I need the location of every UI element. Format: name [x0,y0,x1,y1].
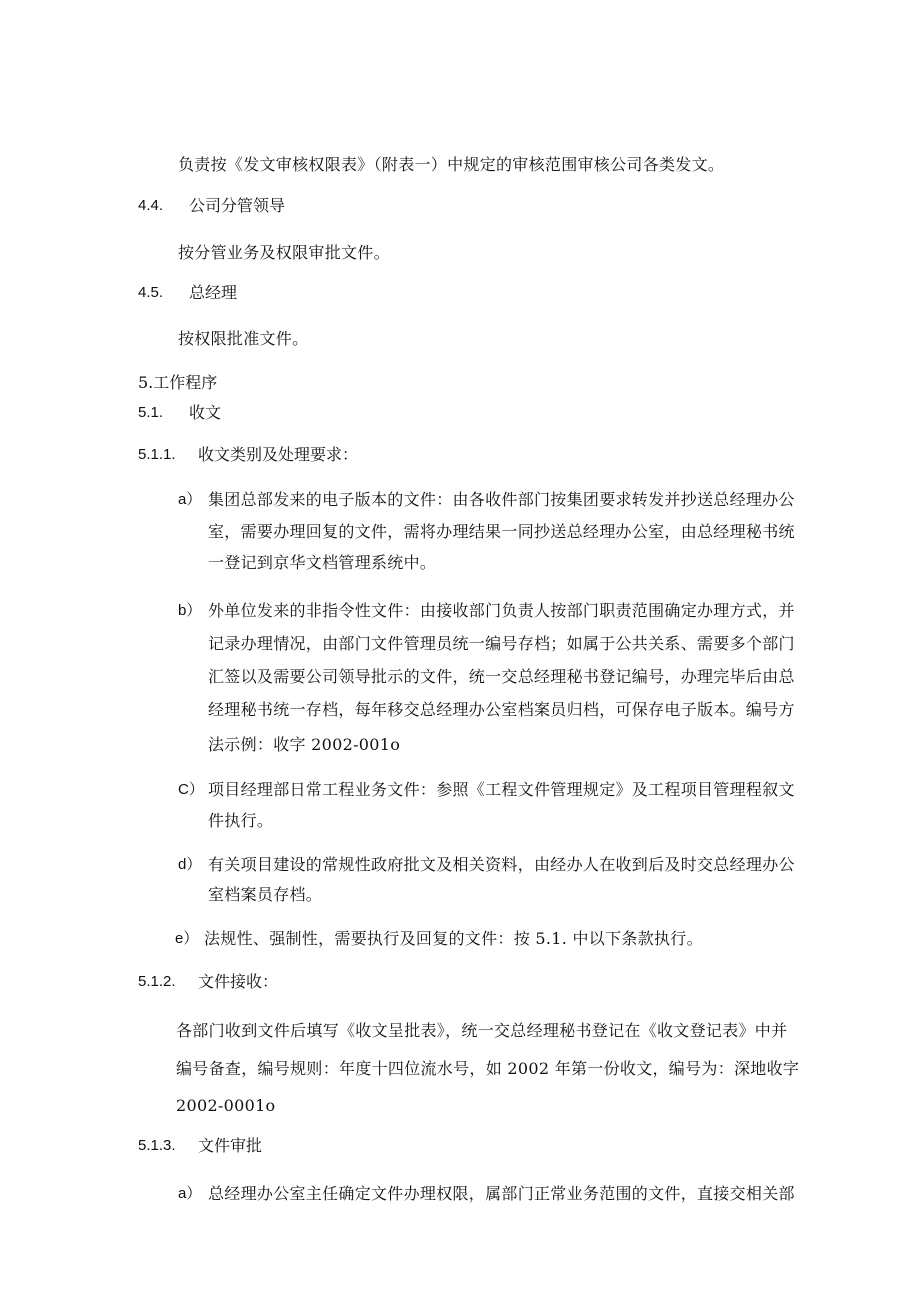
item-b-line-5: 法示例：收字 2002-001o [208,735,401,754]
section-5-1-2-number: 5.1.2. [138,973,176,990]
section-5-1-2-line-1: 各部门收到文件后填写《收文呈批表》，统一交总经理秘书登记在《收文登记表》中并 [176,1021,788,1040]
section-5-1-title: 收文 [189,403,222,422]
section-5-1-3-item-a-label: a） [178,1185,202,1202]
section-5-1-2-line-2: 编号备查，编号规则：年度十四位流水号，如 2002 年第一份收文，编号为：深地收字 [176,1059,800,1078]
item-a-line-2: 室，需要办理回复的文件，需将办理结果一同抄送总经理办公室，由总经理秘书统 [208,522,795,541]
item-b-line-4: 经理秘书统一存档，每年移交总经理办公室档案员归档，可保存电子版本。编号方 [208,700,795,719]
item-c-line-1: 项目经理部日常工程业务文件：参照《工程文件管理规定》及工程项目管理程叙文 [208,780,795,799]
section-4-5-number: 4.5. [138,284,164,301]
section-5-1-1-title: 收文类别及处理要求： [198,445,359,464]
item-b-label: b） [178,602,202,619]
item-e-line-1: 法规性、强制性，需要执行及回复的文件：按 5.1. 中以下条款执行。 [204,929,703,948]
section-5-1-2-title: 文件接收： [198,972,279,991]
item-a-line-3: 一登记到京华文档管理系统中。 [208,553,437,572]
section-5-1-1-number: 5.1.1. [138,446,176,463]
section-5-1-3-number: 5.1.3. [138,1137,176,1154]
item-c-line-2: 件执行。 [208,811,274,830]
section-5-1-3-title: 文件审批 [198,1136,263,1155]
section-5-1-number: 5.1. [138,404,164,421]
item-b-line-3: 汇签以及需要公司领导批示的文件，统一交总经理秘书登记编号，办理完毕后由总 [208,667,795,686]
item-d-label: d） [178,856,202,873]
paragraph-4-3-body: 负责按《发文审核权限表》（附表一）中规定的审核范围审核公司各类发文。 [178,155,725,174]
section-4-4-title: 公司分管领导 [189,196,286,215]
section-4-5-body: 按权限批准文件。 [178,329,309,348]
section-4-4-number: 4.4. [138,197,164,214]
section-5-1-3-item-a-line-1: 总经理办公室主任确定文件办理权限，属部门正常业务范围的文件，直接交相关部 [208,1184,795,1203]
item-a-line-1: 集团总部发来的电子版本的文件：由各收件部门按集团要求转发并抄送总经理办公 [208,490,795,509]
section-5-1-2-line-3: 2002-0001o [176,1096,276,1115]
item-b-line-2: 记录办理情况，由部门文件管理员统一编号存档；如属于公共关系、需要多个部门 [208,634,795,653]
item-d-line-1: 有关项目建设的常规性政府批文及相关资料，由经办人在收到后及时交总经理办公 [208,855,795,874]
section-4-5-title: 总经理 [189,283,238,302]
item-e-label: e） [175,930,199,947]
section-4-4-body: 按分管业务及权限审批文件。 [178,243,390,262]
item-a-label: a） [178,491,202,508]
section-5-title: 5.工作程序 [138,373,218,392]
item-d-line-2: 室档案员存档。 [208,885,323,904]
item-b-line-1: 外单位发来的非指令性文件：由接收部门负责人按部门职责范围确定办理方式，并 [208,601,795,620]
item-c-label: C） [178,781,204,798]
